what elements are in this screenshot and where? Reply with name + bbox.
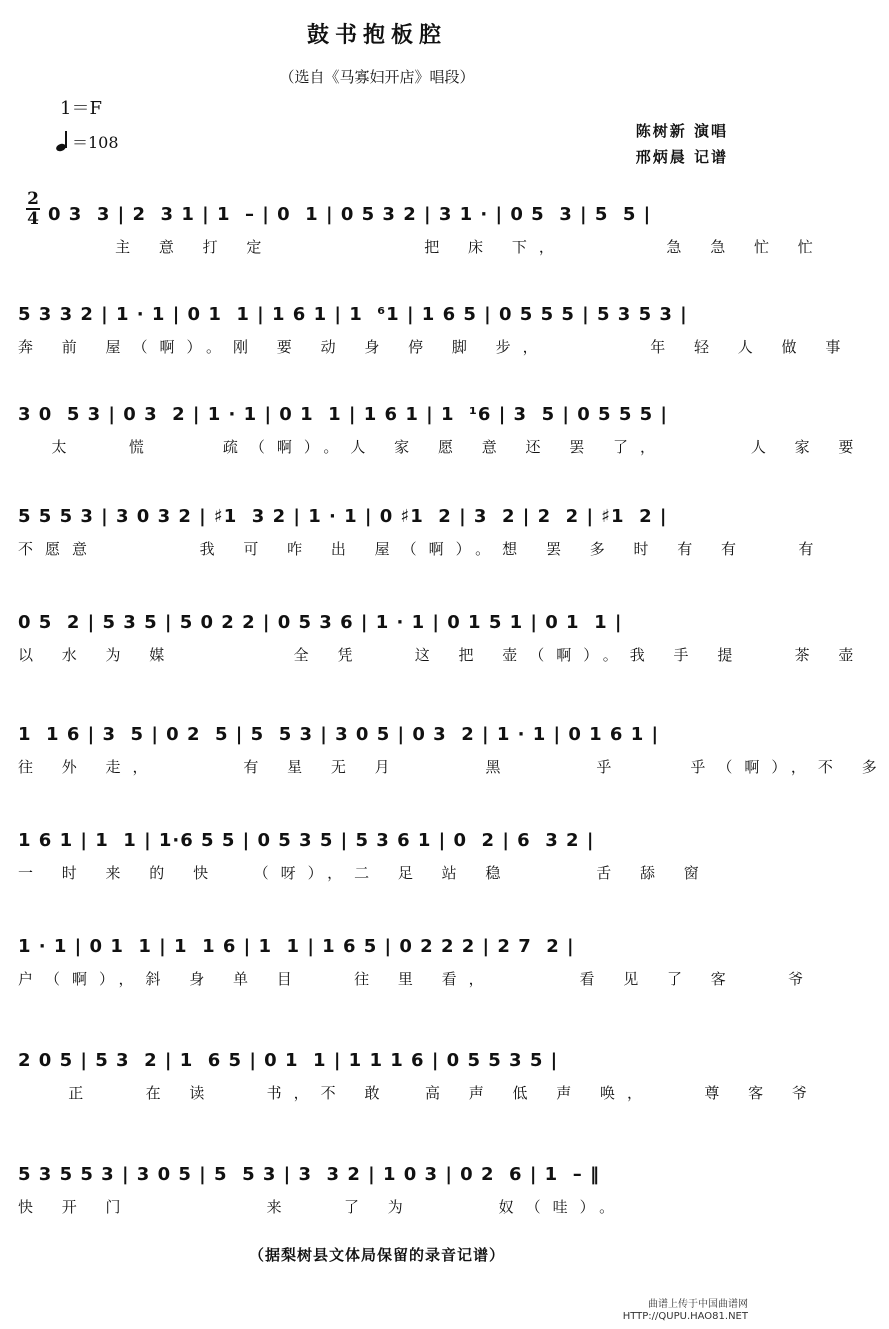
score-row-6	[0, 716, 889, 826]
lyric-line: 不愿意 我 可 咋 出 屋（啊）。想 罢 多 时 有 有 有	[18, 540, 826, 558]
time-signature-bottom: 4	[27, 209, 39, 229]
notation-line: 0 5 2 | 5 3 5 | 5 0 2 2 | 0 5 3 6 | 1 · 1 | 0 1 5 1 | 0 1 1 |	[18, 611, 623, 633]
time-signature-top: 2	[27, 189, 39, 209]
notation-line: 1 6 1 | 1 1 | 1·6 5 5 | 0 5 3 5 | 5 3 6 1 | 0 2 | 6 3 2 |	[18, 829, 595, 851]
lyric-line: 主 意 打 定 把 床 下， 急 急 忙 忙	[48, 238, 825, 256]
source-note: （据梨树县文体局保留的录音记谱）	[248, 1246, 505, 1264]
score-row-8	[0, 928, 816, 1038]
lyric-line: 户（啊），斜 身 单 目 往 里 看， 看 见 了 客 爷	[18, 970, 816, 988]
lyric-line: 一 时 来 的 快 （呀），二 足 站 稳 舌 舔 窗	[18, 864, 711, 882]
watermark-line-2: HTTP://QUPU.HAO81.NET	[622, 1311, 748, 1322]
tempo-value: ＝108	[72, 133, 119, 152]
lyric-line: 奔 前 屋（啊）。刚 要 动 身 停 脚 步， 年 轻 人 做 事	[18, 338, 853, 356]
watermark-line-1: 曲谱上传于中国曲谱网	[648, 1299, 748, 1310]
page-title: 鼓书抱板腔	[306, 22, 447, 48]
lyric-line: 快 开 门 来 了 为 奴（哇）。	[18, 1198, 627, 1216]
watermark	[623, 1299, 748, 1323]
notation-line: 5 3 5 5 3 | 3 0 5 | 5 5 3 | 3 3 2 | 1 0 3 | 0 2 6 | 1 – ‖	[18, 1163, 600, 1185]
lyric-line: 正 在 读 书，不 敢 高 声 低 声 唤， 尊 客 爷	[18, 1084, 819, 1102]
score-row-9	[0, 1042, 819, 1152]
notation-line: 0 3 3 | 2 3 1 | 1 – | 0 1 | 0 5 3 2 | 3 1 · | 0 5 3 | 5 5 |	[48, 203, 652, 225]
singer-credit: 陈树新 演唱	[635, 122, 728, 140]
score-row-4	[0, 498, 826, 608]
quarter-note-icon	[56, 131, 68, 153]
score-row-7	[0, 822, 754, 932]
tempo-marking	[56, 130, 119, 153]
page-subtitle: （选自《马寡妇开店》唱段）	[279, 68, 475, 86]
lyric-line: 以 水 为 媒 全 凭 这 把 壶（啊）。我 手 提 茶 壶	[18, 646, 866, 664]
lyric-line: 太 慌 疏（啊）。人 家 愿 意 还 罢 了， 人 家 要	[18, 438, 866, 456]
notation-line: 1 1 6 | 3 5 | 0 2 5 | 5 5 3 | 3 0 5 | 0 3 2 | 1 · 1 | 0 1 6 1 |	[18, 723, 660, 745]
notation-line: 5 5 5 3 | 3 0 3 2 | ♯1 3 2 | 1 · 1 | 0 ♯1 2 | 3 2 | 2 2 | ♯1 2 |	[18, 505, 668, 527]
transcriber-credit: 邢炳晨 记谱	[635, 148, 728, 166]
score-row-1	[30, 196, 825, 306]
notation-line: 3 0 5 3 | 0 3 2 | 1 · 1 | 0 1 1 | 1 6 1 | 1 ¹6 | 3 5 | 0 5 5 5 |	[18, 403, 668, 425]
notation-line: 1 · 1 | 0 1 1 | 1 1 6 | 1 1 | 1 6 5 | 0 2 2 2 | 2 7 2 |	[18, 935, 575, 957]
lyric-line: 往 外 走， 有 星 无 月 黑 乎 乎（啊），不 多	[18, 758, 889, 776]
score-row-2	[0, 296, 853, 406]
score-row-3	[0, 396, 866, 506]
score-row-5	[0, 604, 866, 714]
notation-line: 5 3 3 2 | 1 · 1 | 0 1 1 | 1 6 1 | 1 ⁶1 | 1 6 5 | 0 5 5 5 | 5 3 5 3 |	[18, 303, 688, 325]
notation-line: 2 0 5 | 5 3 2 | 1 6 5 | 0 1 1 | 1 1 1 6 | 0 5 5 3 5 |	[18, 1049, 559, 1071]
key-signature: 1＝F	[60, 98, 102, 119]
